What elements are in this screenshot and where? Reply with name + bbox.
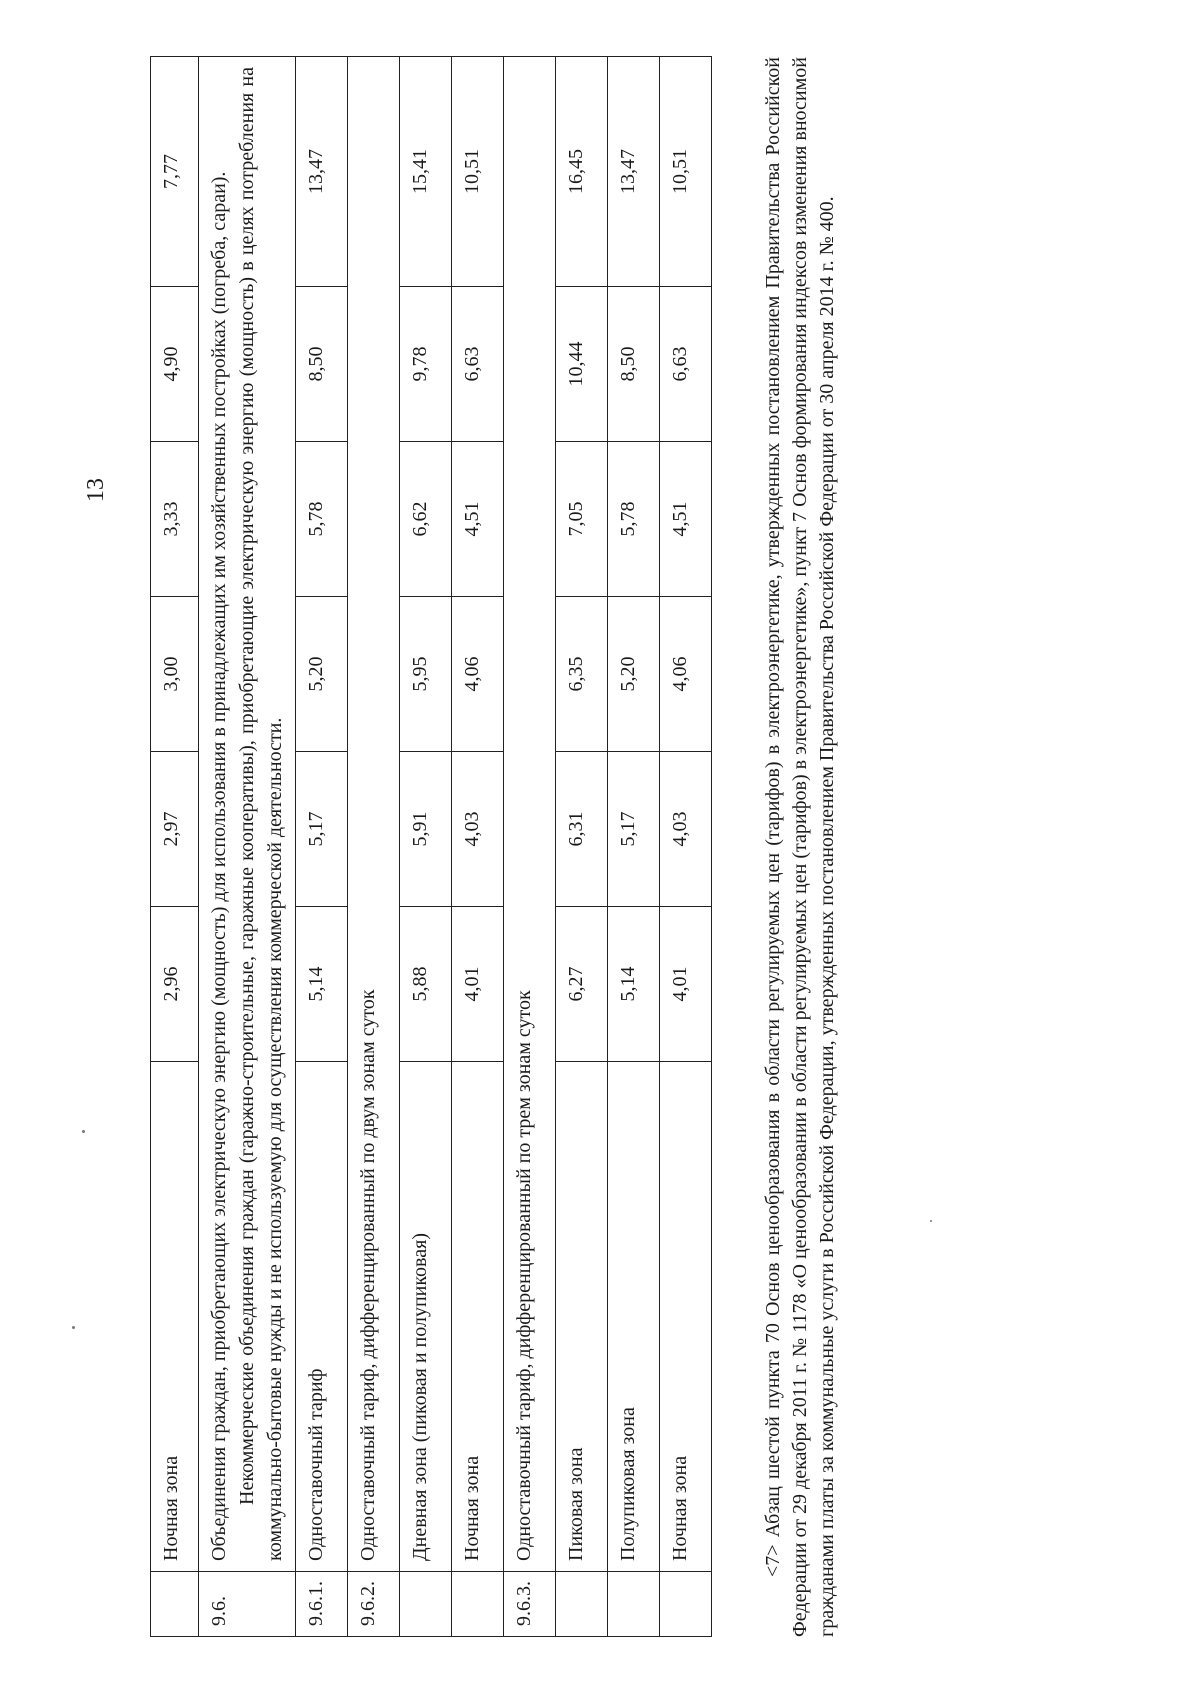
- scan-speck: [82, 1130, 85, 1133]
- row-label: Одноставочный тариф, дифференцированный по двум зонам суток: [348, 57, 400, 1572]
- value-cell: 5,14: [296, 907, 348, 1062]
- tariff-table: [150, 56, 712, 1637]
- row-code: [660, 1572, 712, 1637]
- value-cell: 5,20: [608, 597, 660, 752]
- value-cell: 10,51: [660, 57, 712, 287]
- row-code: 9.6.3.: [504, 1572, 556, 1637]
- value-cell: 4,06: [452, 597, 504, 752]
- value-cell: 7,05: [556, 442, 608, 597]
- row-code: [556, 1572, 608, 1637]
- row-label: Одноставочный тариф: [296, 1062, 348, 1572]
- rotated-content: [150, 37, 970, 1637]
- value-cell: 3,33: [151, 442, 199, 597]
- row-code: [400, 1572, 452, 1637]
- value-cell: 4,01: [452, 907, 504, 1062]
- value-cell: 5,20: [296, 597, 348, 752]
- table-row: [556, 57, 608, 1637]
- row-label: Ночная зона: [151, 1062, 199, 1572]
- value-cell: 3,00: [151, 597, 199, 752]
- value-cell: 6,31: [556, 752, 608, 907]
- description-paragraph: Некоммерческие объединения граждан (гаражно-строительные, гаражные кооперативы), приобретающие электрическую энергию (мощность) в целях потребления на коммунально-бытовые нужды и не используемую для осуществления коммерческой деятельности.: [236, 67, 286, 1561]
- value-cell: 5,17: [296, 752, 348, 907]
- table-row: [608, 57, 660, 1637]
- row-label: Дневная зона (пиковая и полупиковая): [400, 1062, 452, 1572]
- value-cell: 9,78: [400, 287, 452, 442]
- row-code: 9.6.1.: [296, 1572, 348, 1637]
- value-cell: 5,95: [400, 597, 452, 752]
- value-cell: 15,41: [400, 57, 452, 287]
- value-cell: 5,17: [608, 752, 660, 907]
- value-cell: 16,45: [556, 57, 608, 287]
- value-cell: 5,78: [296, 442, 348, 597]
- value-cell: 4,03: [452, 752, 504, 907]
- value-cell: 6,27: [556, 907, 608, 1062]
- page-number: 13: [83, 478, 109, 502]
- value-cell: 8,50: [296, 287, 348, 442]
- description-paragraph: Объединения граждан, приобретающих электрическую энергию (мощность) для использования в принадлежащих им хозяйственных постройках (погреба, сараи).: [208, 171, 230, 1561]
- value-cell: 4,03: [660, 752, 712, 907]
- row-code: [608, 1572, 660, 1637]
- value-cell: 13,47: [296, 57, 348, 287]
- table-row: [296, 57, 348, 1637]
- value-cell: 6,62: [400, 442, 452, 597]
- value-cell: 5,88: [400, 907, 452, 1062]
- value-cell: 5,14: [608, 907, 660, 1062]
- table-row: [348, 57, 400, 1637]
- row-description: [199, 57, 296, 1572]
- table-row: [660, 57, 712, 1637]
- table-row: [400, 57, 452, 1637]
- value-cell: 2,96: [151, 907, 199, 1062]
- value-cell: 10,51: [452, 57, 504, 287]
- row-label: Пиковая зона: [556, 1062, 608, 1572]
- value-cell: 4,06: [660, 597, 712, 752]
- value-cell: 4,51: [452, 442, 504, 597]
- value-cell: 10,44: [556, 287, 608, 442]
- value-cell: 6,63: [660, 287, 712, 442]
- row-code: 9.6.2.: [348, 1572, 400, 1637]
- row-label: Одноставочный тариф, дифференцированный по трем зонам суток: [504, 57, 556, 1572]
- table-row: [504, 57, 556, 1637]
- row-code: [151, 1572, 199, 1637]
- value-cell: 4,90: [151, 287, 199, 442]
- footnote: <7> Абзац шестой пункта 70 Основ ценообразования в области регулируемых цен (тарифов) в электроэнергетике, утвержденных постановлением Правительства Российской Федерации от 29 декабря 2011 г. № 1178 «О ценообразовании в области регулируемых цен (тарифов) в электроэнергетике», пункт 7 Основ формирования индексов изменения вносимой гражданами платы за коммунальные услуги в Российской Федерации, утвержденных постановлением Правительства Российской Федерации от 30 апреля 2014 г. № 400.: [762, 57, 838, 1637]
- value-cell: 8,50: [608, 287, 660, 442]
- row-label: Ночная зона: [452, 1062, 504, 1572]
- row-label: Ночная зона: [660, 1062, 712, 1572]
- value-cell: 6,35: [556, 597, 608, 752]
- value-cell: 5,78: [608, 442, 660, 597]
- value-cell: 4,01: [660, 907, 712, 1062]
- value-cell: 13,47: [608, 57, 660, 287]
- value-cell: 4,51: [660, 442, 712, 597]
- value-cell: 6,63: [452, 287, 504, 442]
- row-label: Полупиковая зона: [608, 1062, 660, 1572]
- table-row: [199, 57, 296, 1637]
- table-row: [452, 57, 504, 1637]
- scan-speck: [72, 1326, 75, 1329]
- value-cell: 2,97: [151, 752, 199, 907]
- value-cell: 7,77: [151, 57, 199, 287]
- table-row: [151, 57, 199, 1637]
- value-cell: 5,91: [400, 752, 452, 907]
- row-code: [452, 1572, 504, 1637]
- row-code: 9.6.: [199, 1572, 296, 1637]
